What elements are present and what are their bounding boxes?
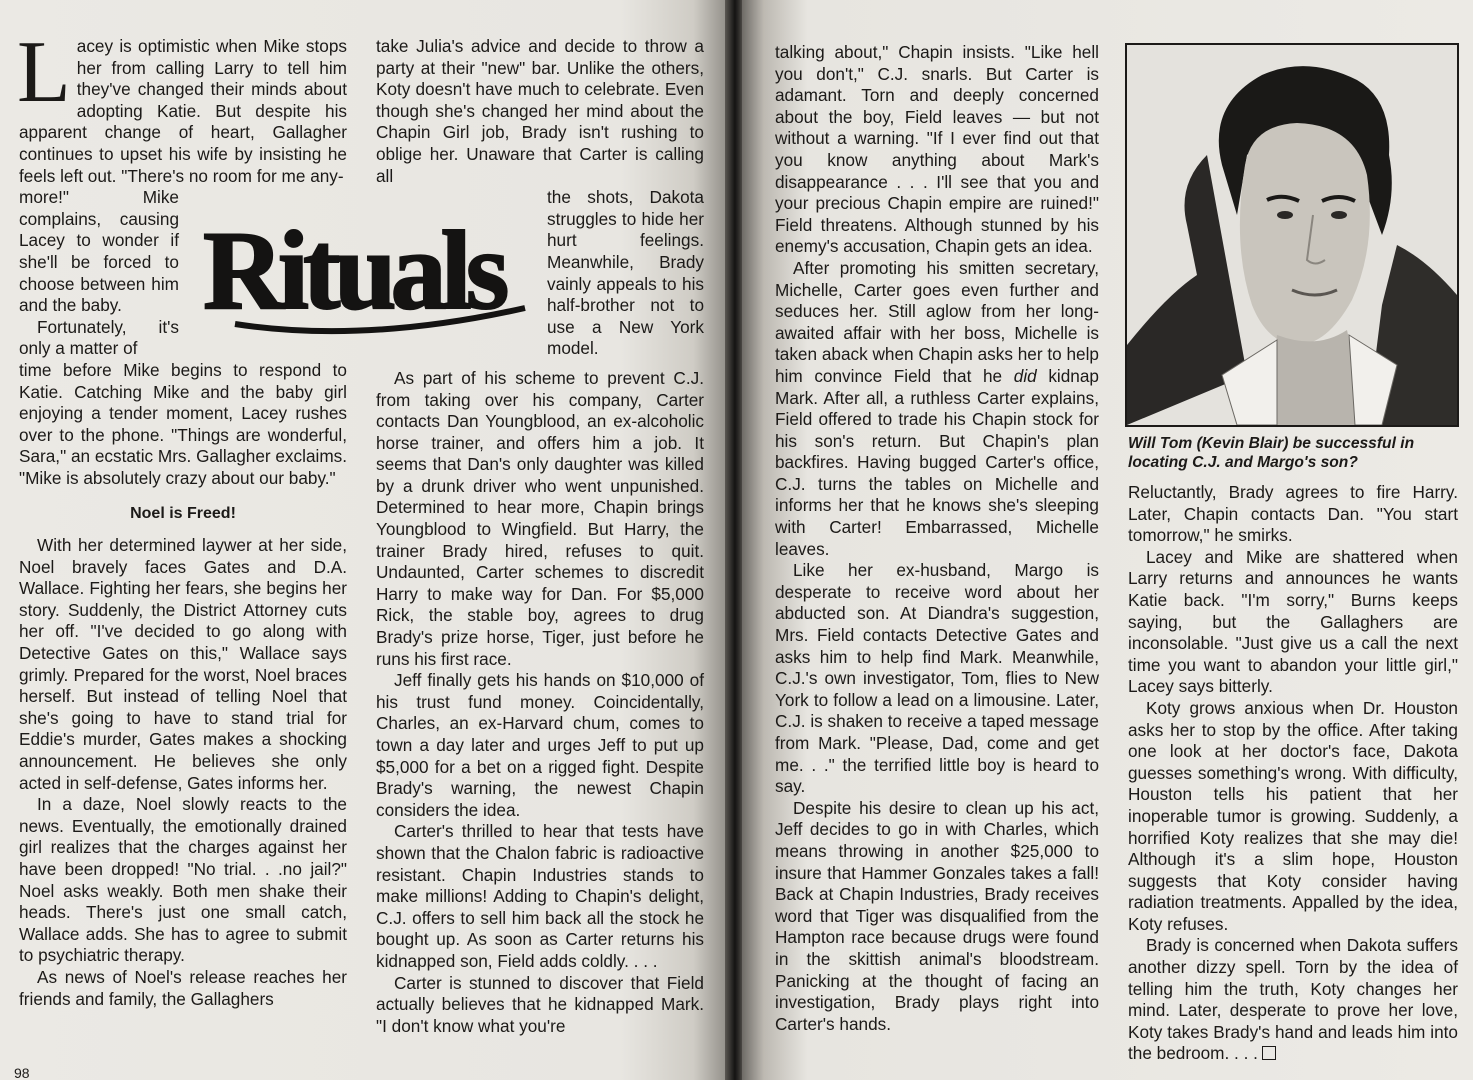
col2-wrap-block xyxy=(547,187,704,360)
right-page xyxy=(742,0,1473,1080)
paragraph-margo: Like her ex-husband, Margo is desperate to receive word about her abducted son. At Diandra's suggestion, Mrs. Field contacts Detective Gates and asks him to help find Mark. Meanwhile, C.J.'s own investigator, Tom, flies to New York to follow a lead on a limousine. Later, C.J. is shaken to receive a taped message from Mark. "Please, Dad, come and get me. . ." the terrified little boy is heard to say. xyxy=(775,560,1099,797)
intro-paragraph xyxy=(17,24,347,187)
paragraph-2-cont: time before Mike begins to respond to Katie. Catching Mike and the baby girl enjoying a tender moment, Lacey rushes over to the phone. "Things are wonderful, Sara," an ecstatic Mrs. Gallagher exclaims. "Mike is absolutely crazy about our baby." xyxy=(19,359,348,488)
paragraph-jeff-charles: Despite his desire to clean up his act, Jeff decides to go in with Charles, which means throwing in another $25,000 to insure that Hammer Gonzales takes a fall! Back at Chapin Industries, Brady receives word that Tiger was disqualified from the Hampton race because drugs were found in the skittish animal's bloodstream. Panicking at the thought of facing an investigation, Brady plays right into Carter's hands. xyxy=(775,797,1099,1034)
michelle-text-a: After promoting his smitten secretary, Michelle, Carter goes even further and seduces her. Still aglow from her long-awaited affair with her boss, Michelle is taken aback when Chapin asks her to help him convince Field that he xyxy=(775,257,1099,386)
col2-top-text: take Julia's advice and decide to throw a party at their "new" bar. Unlike the others, Koty doesn't have much to celebrate. Even though she's changed her mind about the Chapin Girl job, Brady isn't rushing to oblige her. Unaware that Carter is calling all xyxy=(376,36,704,186)
emphasis-did: did xyxy=(1013,365,1037,386)
subhead-noel-freed: Noel is Freed! xyxy=(130,505,236,523)
left-column-1 xyxy=(17,24,348,1010)
photo-caption: Will Tom (Kevin Blair) be successful in locating C.J. and Margo's son? xyxy=(1128,435,1415,471)
intro-text: acey is optimistic when Mike stops her from calling Larry to tell him they've changed their minds about adopting Katie. But despite his apparent change of heart, Gallagher continues to upset his wife by insisting he feels left out. "There's no room for me any- xyxy=(19,36,347,186)
drop-cap: L xyxy=(17,24,71,121)
portrait-image xyxy=(1127,45,1457,425)
right-column-1 xyxy=(775,42,1099,1035)
paragraph-noel-2: In a daze, Noel slowly reacts to the news. Eventually, the emotionally drained girl realizes that the charges against her have been dropped! "No trial. . .no jail?" Noel asks weakly. Both men shake their heads. There's just one small catch, Wallace adds. She has to agree to submit to psychiatric therapy. xyxy=(19,794,347,966)
wrap-paragraph-2: Fortunately, it's only a matter of xyxy=(19,316,179,359)
paragraph-brady-dakota xyxy=(1128,935,1458,1065)
col2-wrap-text: the shots, Dakota struggles to hide her hurt feelings. Meanwhile, Brady vainly appeals to his half-brother not to use a New York model. xyxy=(547,187,704,359)
paragraph-michelle xyxy=(775,258,1099,560)
logo-wrap-column xyxy=(19,187,179,360)
paragraph-chapin-insists: talking about," Chapin insists. "Like hell you don't," C.J. snarls. But Carter is adamant. Torn and deeply concerned about the boy, Field leaves — but not without a warning. "If I ever find out that you know anything about Mark's disappearance . . . I'll see that you and your precious Chapin empire are ruined!" Field threatens. Although stunned by his enemy's accusation, Chapin gets an idea. xyxy=(775,42,1099,257)
left-column-2 xyxy=(376,36,704,1037)
michelle-text-b: kidnap Mark. After all, a ruthless Carter explains, Field offered to trade his Chapin stock for his son's return. But Chapin's plan backfires. Having bugged Carter's office, C.J. turns the tables on Michelle and informs her that he knows she's sleeping with Carter! Embarrassed, Michelle leaves. xyxy=(775,365,1099,559)
paragraph-reluctantly: Reluctantly, Brady agrees to fire Harry. Later, Chapin contacts Dan. "You start tomorrow," he smirks. xyxy=(1128,482,1458,546)
paragraph-chalon-fabric: Carter's thrilled to hear that tests have shown that the Chalon fabric is radioactive resistant. Chapin Industries stands to make millions! Adding to Chapin's delight, C.J. offers to sell him back all the stock he bought up. As soon as Carter returns his kidnapped son, Field adds coldly. . . . xyxy=(376,821,704,971)
brady-dakota-text: Brady is concerned when Dakota suffers another dizzy spell. Torn by the idea of telling him the truth, Koty changes her mind. Later, desperate to prove her love, Koty takes Brady's hand and leads him into the bedroom. . . . xyxy=(1128,935,1458,1064)
paragraph-koty-houston: Koty grows anxious when Dr. Houston asks her to stop by the office. After taking one look at her doctor's face, Dakota guesses something's wrong. With difficulty, Houston tells his patient that her inoperable tumor is growing. Suddenly, a horrified Koty realizes that she may die! Although it's a slim hope, Houston suggests that Koty consider having radiation treatments. Appalled by the idea, Koty refuses. xyxy=(1128,697,1458,934)
paragraph-lacey-mike: Lacey and Mike are shattered when Larry returns and announces he wants Katie back. "I'm sorry," Burns keeps saying, but the Gallaghers are inconsolable. "Just give us a call the next time you want to abandon your little girl," Lacey says bitterly. xyxy=(1128,546,1458,697)
logo-text: Rituals xyxy=(203,209,504,333)
page-number: 98 xyxy=(14,1065,30,1080)
paragraph-carter-scheme: As part of his scheme to prevent C.J. from taking over his company, Carter contacts Dan Youngblood, an ex-alcoholic horse trainer, and offers him a job. It seems that Dan's only daughter was killed by a drunk driver who went unpunished. Determined to hear more, Chapin brings Youngblood to Wingfield. But Harry, the trainer Brady hired, refuses to quit. Undaunted, Carter schemes to discredit Harry to make way for Dan. For $5,000 Rick, the stable boy, agrees to drug Brady's prize horse, Tiger, just before he runs his first race. xyxy=(376,367,704,669)
paragraph-carter-stunned: Carter is stunned to discover that Field actually believes that he kidnapped Mark. "I don't know what you're xyxy=(376,972,704,1036)
wrap-paragraph: more!" Mike complains, causing Lacey to wonder if she'll be forced to choose between him and the baby. xyxy=(19,187,179,316)
paragraph-noel-3: As news of Noel's release reaches her friends and family, the Gallaghers xyxy=(19,966,347,1009)
paragraph-jeff-money: Jeff finally gets his hands on $10,000 of his trust fund money. Coincidentally, Charles, an ex-Harvard chum, comes to town a day later and urges Jeff to put up $5,000 for a bet on a rigged fight. Despite Brady's warning, the newest Chapin considers the idea. xyxy=(376,670,704,820)
end-mark-icon xyxy=(1262,1046,1276,1060)
paragraph-noel-1: With her determined laywer at her side, Noel bravely faces Gates and D.A. Wallace. Fighting her fears, she begins her story. Suddenly, the District Attorney cuts her off. "I've decided to go along with Detective Gates on this," Wallace says grimly. Prepared for the worst, Noel braces herself. But instead of telling Noel that she's going to have to stand trial for Eddie's murder, Gates makes a shocking announcement. He believes she only acted in self-defense, Gates informs her. xyxy=(19,535,347,793)
left-page xyxy=(0,0,730,1080)
right-column-2 xyxy=(1128,482,1458,1065)
kevin-blair-photo xyxy=(1125,43,1459,427)
